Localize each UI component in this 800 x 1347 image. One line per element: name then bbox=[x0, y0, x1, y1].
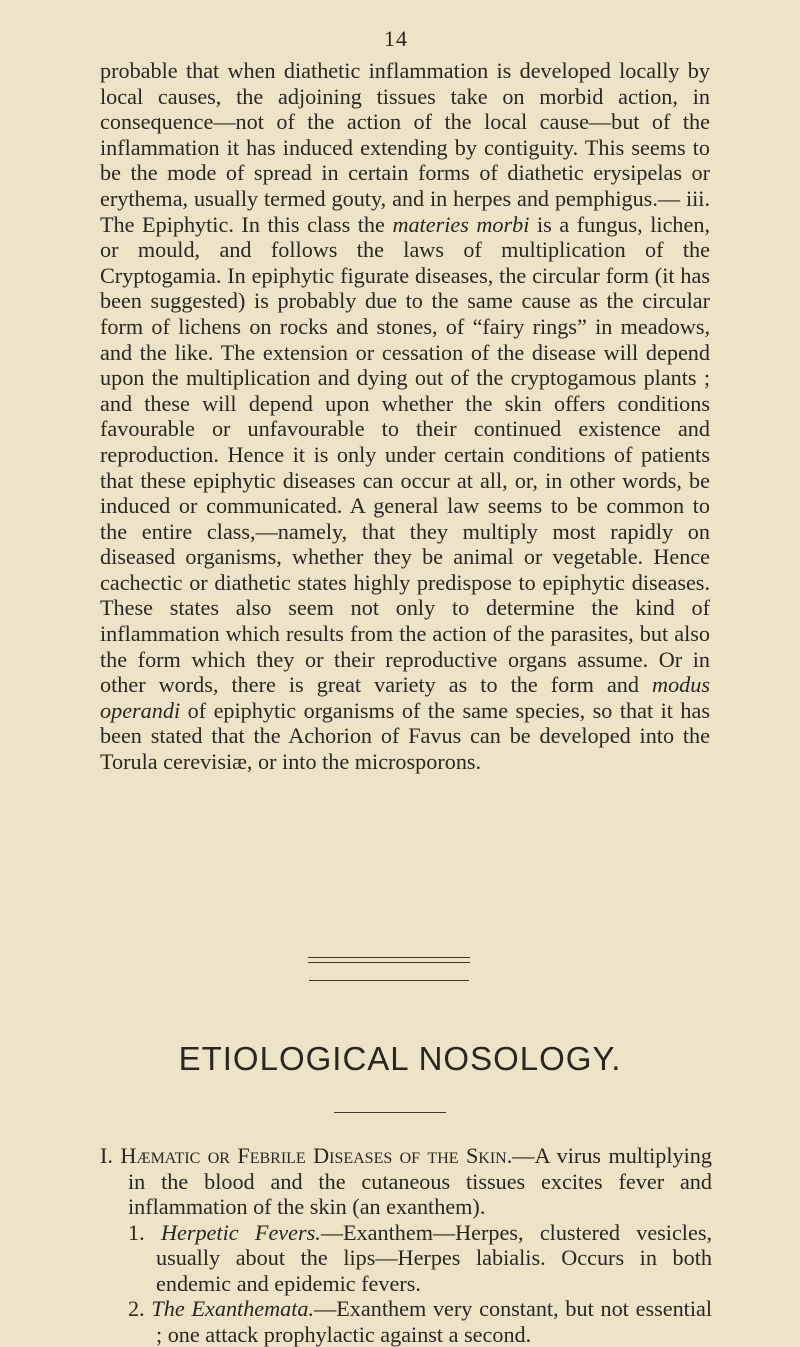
section-intro-text: —A virus multiplying in the blood and the cutaneous tissues excites fever and inflammation of the skin (an exanthem). bbox=[128, 1143, 712, 1219]
section-haematic bbox=[100, 1143, 712, 1347]
section-numeral: I. bbox=[100, 1143, 113, 1168]
double-rule-upper bbox=[308, 957, 470, 958]
italic-modus-operandi: modus operandi bbox=[100, 672, 710, 723]
page-number: 14 bbox=[384, 26, 408, 51]
section-title: Hæmatic or Febrile Diseases of the Skin. bbox=[120, 1143, 513, 1168]
paragraph-epiphytic bbox=[100, 58, 710, 775]
item-title: The Exanthemata. bbox=[151, 1296, 315, 1321]
italic-materies-morbi: materies morbi bbox=[392, 211, 530, 237]
section-heading: ETIOLOGICAL NOSOLOGY. bbox=[178, 1040, 622, 1077]
paragraph-text-part-3: of epiphytic organisms of the same species, so that it has been stated that the Achorion of Favus can be developed into the Torula cerevisiæ, or into the microsporons. bbox=[100, 697, 710, 775]
list-item-herpetic bbox=[128, 1220, 712, 1297]
item-number: 1. bbox=[128, 1219, 145, 1245]
paragraph-text-part-2: is a fungus, lichen, or mould, and follows the laws of multiplication of the Cryptogamia. In epiphytic figurate diseases, the circular form (it has been suggested) is probably due to the same cause as the circular form of lichens on rocks and stones, of “fairy rings” in meadows, and the like. The extension or cessation of the disease will depend upon the multiplication and dying out of the cryptogamous plants ; and these will depend upon whether the skin offers conditions favourable or unfavourable to their continued existence and reproduction. Hence it is only under certain conditions of patients that these epiphytic diseases can occur at all, or, in other words, be induced or communicated. A general law seems to be common to the entire class,—namely, that they multiply most rapidly on diseased organisms, whether they be animal or vegetable. Hence cachectic or diathetic states highly predispose to epiphytic diseases. These states also seem not only to determine the kind of inflammation which results from the action of the parasites, but also the form which they or their reproductive organs assume. Or in other words, there is great variety as to the form and bbox=[100, 211, 710, 698]
body-paragraph bbox=[100, 58, 710, 775]
item-text: —Exanthem—Herpes, clustered vesicles, usually about the lips—Herpes labialis. Occurs in both endemic and epidemic fevers. bbox=[156, 1219, 713, 1296]
item-text: —Exanthem very constant, but not essential ; one attack prophylactic against a second. bbox=[156, 1296, 713, 1347]
rule-thin bbox=[309, 980, 469, 981]
heading-underline-rule bbox=[334, 1112, 446, 1113]
double-rule-lower bbox=[308, 962, 470, 963]
section-intro bbox=[100, 1143, 712, 1220]
item-title: Herpetic Fevers. bbox=[160, 1219, 321, 1245]
item-number: 2. bbox=[128, 1296, 145, 1321]
paragraph-text-part-1: probable that when diathetic inflammation is developed locally by local causes, the adjoining tissues take on morbid action, in consequence—not of the action of the local cause—but of the inflammation it has induced extending by contiguity. This seems to be the mode of spread in certain forms of diathetic erysipelas or erythema, usually termed gouty, and in herpes and pemphigus.— iii. The Epiphytic. In this class the bbox=[100, 58, 710, 237]
